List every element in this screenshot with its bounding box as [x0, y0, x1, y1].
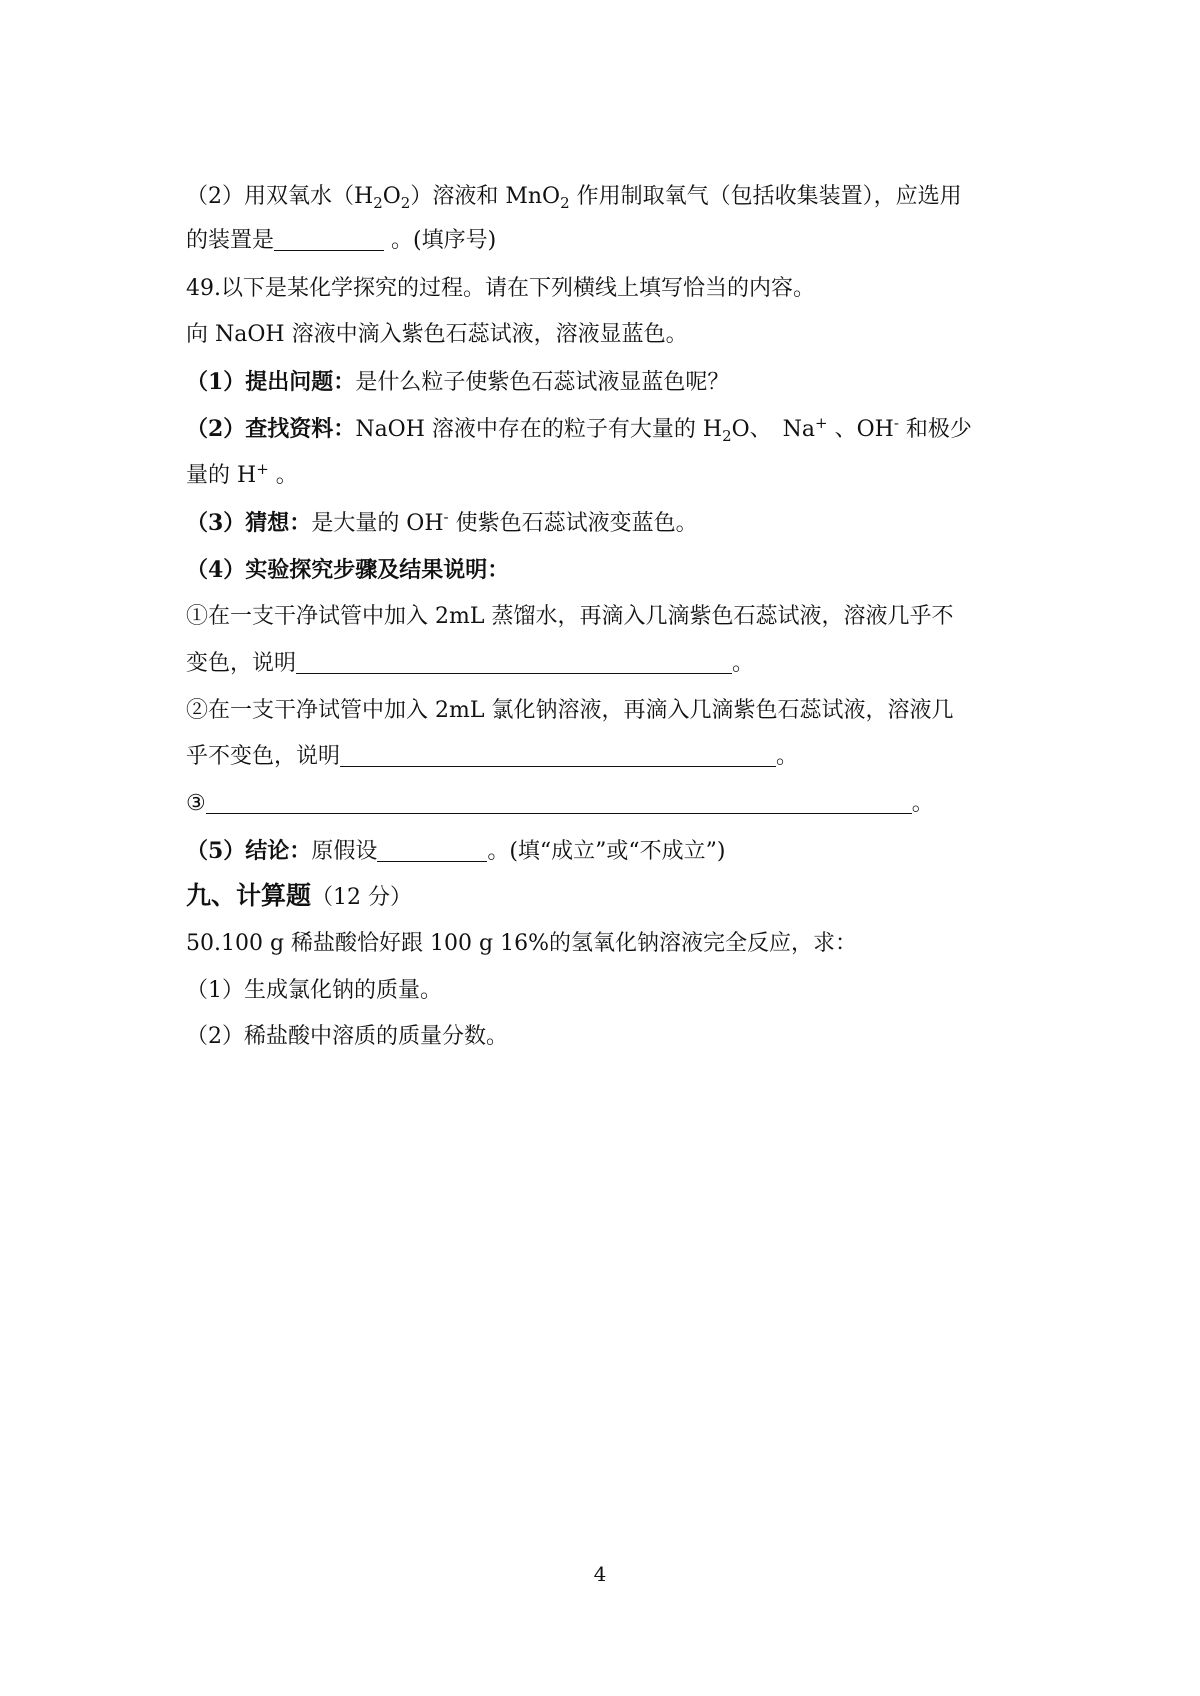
answer-blank[interactable] — [274, 226, 384, 251]
q49-experiment2-line2 — [186, 742, 1026, 772]
q49-experiment1-line1: ①在一支干净试管中加入 2mL 蒸馏水，再滴入几滴紫色石蕊试液，溶液几乎不 — [186, 604, 954, 629]
step-label: （5）结论： — [186, 838, 312, 864]
text: （2）用双氧水（H — [186, 184, 374, 209]
text: 作用制取氧气（包括收集装置），应选用 — [569, 184, 962, 209]
text: 。(填“成立”或“不成立”) — [487, 839, 726, 864]
text: 是大量的 OH — [311, 511, 444, 536]
q48-part2-line2 — [186, 226, 1026, 256]
answer-blank[interactable] — [206, 789, 912, 814]
q49-step2-line1 — [186, 414, 1026, 445]
q49-step1 — [186, 367, 1026, 398]
subscript: 2 — [722, 427, 732, 445]
text: O、 Na — [731, 417, 816, 442]
page-number: 4 — [593, 1562, 607, 1586]
step-label: （3）猜想： — [186, 510, 312, 536]
subscript: 2 — [560, 194, 570, 212]
q49-step2-line2 — [186, 461, 1026, 491]
q49-setup: 向 NaOH 溶液中滴入紫色石蕊试液，溶液显蓝色。 — [186, 322, 688, 347]
text: ③ — [186, 791, 206, 816]
text: 、OH — [827, 417, 894, 442]
q48-part2-line1 — [186, 182, 1026, 212]
answer-blank[interactable] — [377, 837, 487, 862]
text: 量的 H — [186, 463, 257, 488]
q50-stem: 50.100 g 稀盐酸恰好跟 100 g 16%的氢氧化钠溶液完全反应，求： — [186, 931, 858, 956]
section-heading — [186, 880, 412, 914]
superscript: - — [893, 414, 899, 432]
text: 。 — [732, 651, 755, 676]
superscript: + — [815, 414, 828, 432]
q49-step4-label: （4）实验探究步骤及结果说明： — [186, 557, 510, 583]
text: ）溶液和 MnO — [410, 184, 561, 209]
text: 使紫色石蕊试液变蓝色。 — [448, 511, 698, 536]
text: 乎不变色，说明 — [186, 744, 341, 769]
q49-experiment2-line1: ②在一支干净试管中加入 2mL 氯化钠溶液，再滴入几滴紫色石蕊试液，溶液几 — [186, 698, 954, 723]
text: 变色，说明 — [186, 651, 297, 676]
subscript: 2 — [400, 194, 411, 212]
step-label: （1）提出问题： — [186, 369, 356, 395]
section-title: 九、计算题 — [186, 881, 312, 910]
text: O — [382, 184, 401, 209]
q49-step3 — [186, 508, 1026, 539]
answer-blank[interactable] — [296, 649, 732, 674]
text: 。 — [911, 791, 934, 816]
q49-intro: 49.以下是某化学探究的过程。请在下列横线上填写恰当的内容。 — [186, 276, 815, 301]
step-label: （2）查找资料： — [186, 416, 356, 442]
text: 原假设 — [311, 839, 378, 864]
q49-step5 — [186, 836, 1026, 867]
superscript: + — [256, 460, 269, 478]
q49-experiment3 — [186, 789, 1026, 819]
text: NaOH 溶液中存在的粒子有大量的 H — [355, 417, 723, 442]
q50-part1: （1）生成氯化钠的质量。 — [186, 978, 442, 1003]
text: 。(填序号) — [384, 228, 497, 253]
q50-part2: （2）稀盐酸中溶质的质量分数。 — [186, 1024, 508, 1049]
text: 和极少 — [898, 417, 972, 442]
superscript: - — [443, 508, 449, 526]
subscript: 2 — [373, 194, 383, 212]
text: 的装置是 — [186, 228, 275, 253]
answer-blank[interactable] — [340, 742, 776, 767]
section-score: （12 分） — [311, 885, 413, 910]
q49-experiment1-line2 — [186, 649, 1026, 679]
text: 是什么粒子使紫色石蕊试液显蓝色呢？ — [355, 370, 730, 395]
text: 。 — [268, 463, 298, 488]
text: 。 — [776, 744, 799, 769]
